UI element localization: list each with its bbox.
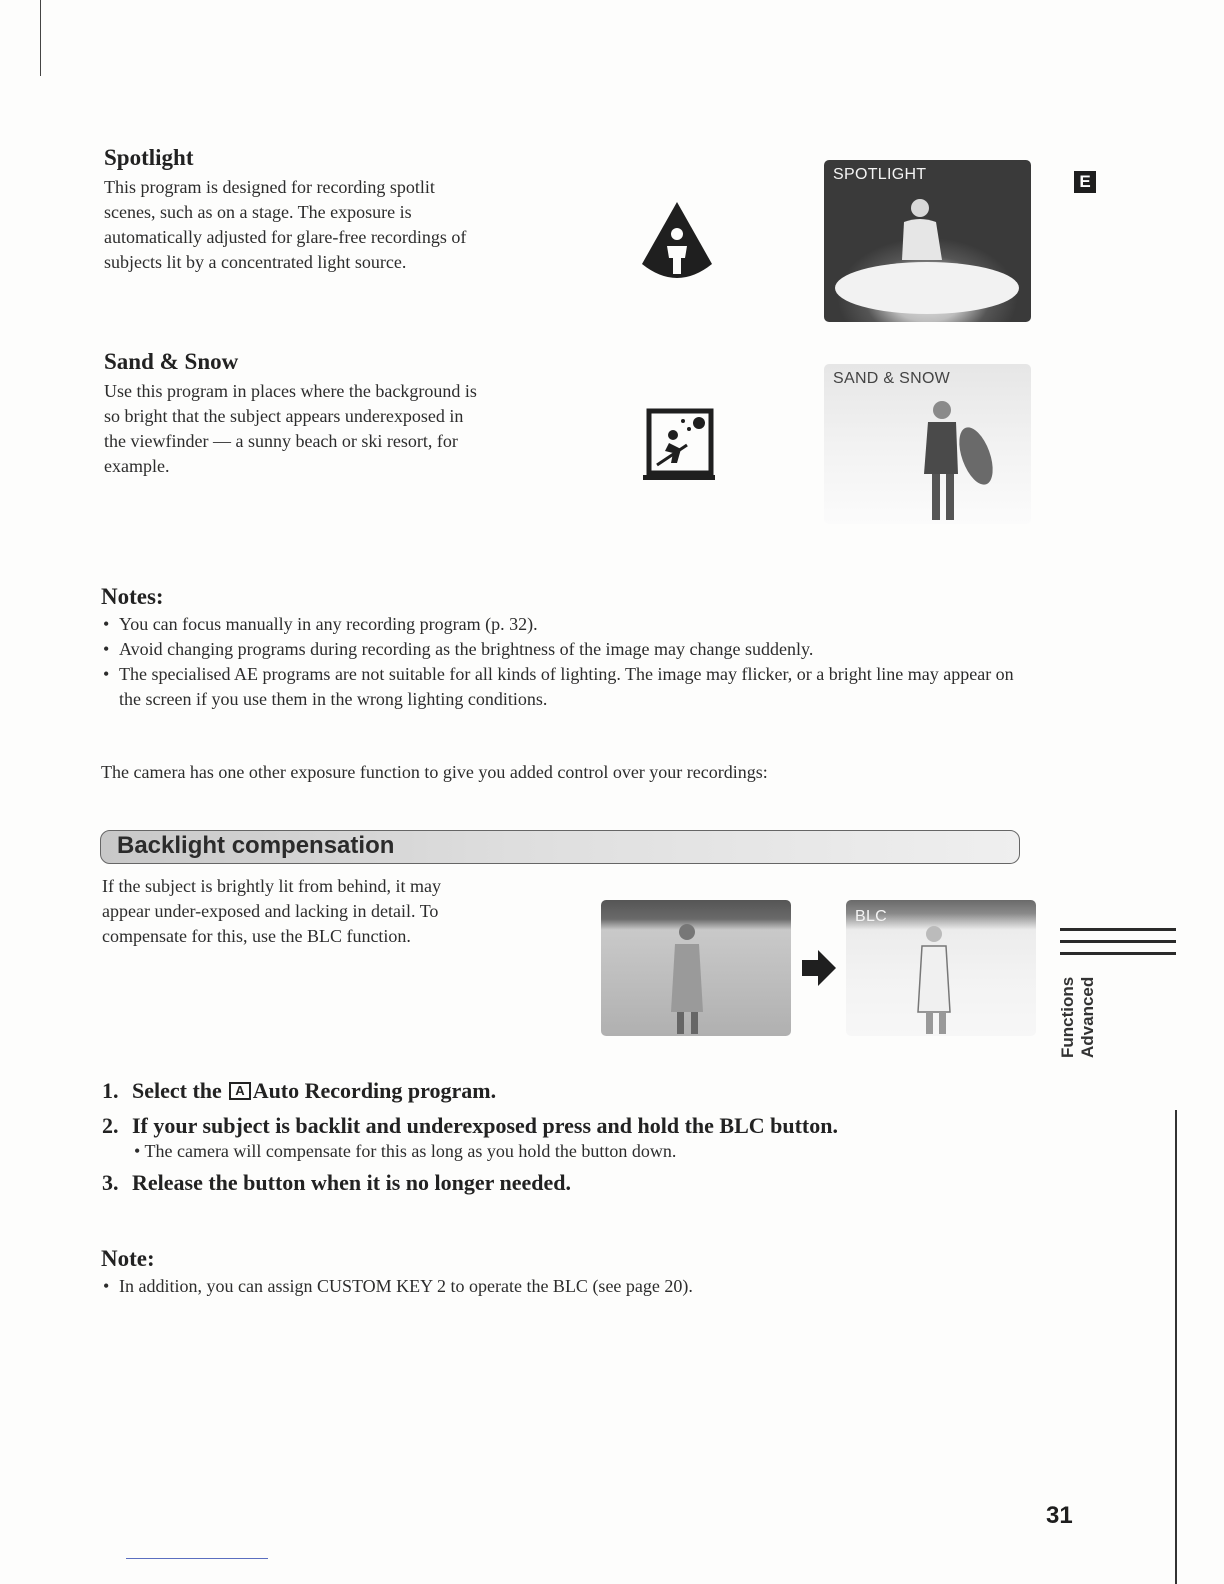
side-tab-label: Functions Advanced xyxy=(1058,976,1097,1058)
side-tab-line xyxy=(1060,952,1176,955)
spotlight-example-photo xyxy=(824,160,1031,322)
step-2-detail: • The camera will compensate for this as long as you hold the button down. xyxy=(134,1141,677,1161)
sand-snow-example-photo xyxy=(824,364,1031,524)
before-woman-figure xyxy=(601,900,791,1036)
backlight-header-label: Backlight compensation xyxy=(117,832,395,859)
step-2: 2. If your subject is backlit and underexposed press and hold the BLC button. xyxy=(102,1113,838,1138)
arrow-right-icon xyxy=(802,950,836,986)
sand-snow-woman-figure xyxy=(824,364,1031,524)
intro-text: The camera has one other exposure function to give you added control over your recordings: xyxy=(101,762,768,782)
spotlight-mode-icon xyxy=(640,200,714,282)
blc-photo-label: BLC xyxy=(855,908,888,925)
backlight-after-photo xyxy=(846,900,1036,1036)
note-item: • The specialised AE programs are not suitable for all kinds of lighting. The image may flicker, or a bright line may appear on the screen if you use them in the wrong lighting conditions. xyxy=(101,662,1039,712)
page-number: 31 xyxy=(1046,1502,1073,1529)
auto-mode-icon: A xyxy=(229,1082,250,1100)
sand-snow-photo-label: SAND & SNOW xyxy=(833,370,951,387)
notes-title: Notes: xyxy=(101,584,164,609)
spotlight-photo-label: SPOTLIGHT xyxy=(833,166,927,183)
step-1: 1. Select the A Auto Recording program. xyxy=(102,1078,497,1103)
spotlight-section xyxy=(104,145,584,275)
backlight-before-photo xyxy=(601,900,791,1036)
side-tab-line xyxy=(1060,928,1176,931)
sand-snow-description: Use this program in places where the background is so bright that the subject appears underexposed in the viewfinder — a sunny beach or ski resort, for example. xyxy=(104,381,477,476)
left-margin-line xyxy=(40,0,41,76)
spotlight-dancer-figure xyxy=(824,160,1031,322)
backlight-description: If the subject is brightly lit from behind, it may appear under-exposed and lacking in detail. To compensate for this, use the BLC function. xyxy=(102,876,441,946)
bottom-rule xyxy=(126,1558,268,1559)
backlight-section-header xyxy=(100,830,1020,864)
sand-snow-title: Sand & Snow xyxy=(104,349,239,374)
note-block xyxy=(101,1246,1001,1299)
sand-snow-section xyxy=(104,349,584,479)
spotlight-description: This program is designed for recording spotlit scenes, such as on a stage. The exposure is automatically adjusted for glare-free recordings of subjects lit by a concentrated light source. xyxy=(104,177,467,272)
sand-snow-mode-icon xyxy=(643,405,715,481)
language-badge: E xyxy=(1074,171,1096,193)
note-item: • You can focus manually in any recording program (p. 32). xyxy=(101,612,1061,637)
note-item: • In addition, you can assign CUSTOM KEY 2 to operate the BLC (see page 20). xyxy=(101,1274,1001,1299)
right-margin-line xyxy=(1175,1110,1177,1584)
side-tab-line xyxy=(1060,940,1176,943)
notes-block xyxy=(101,584,1061,712)
note-title: Note: xyxy=(101,1246,155,1271)
step-3: 3. Release the button when it is no longer needed. xyxy=(102,1170,571,1195)
spotlight-title: Spotlight xyxy=(104,145,194,170)
note-item: • Avoid changing programs during recording as the brightness of the image may change suddenly. xyxy=(101,637,1061,662)
